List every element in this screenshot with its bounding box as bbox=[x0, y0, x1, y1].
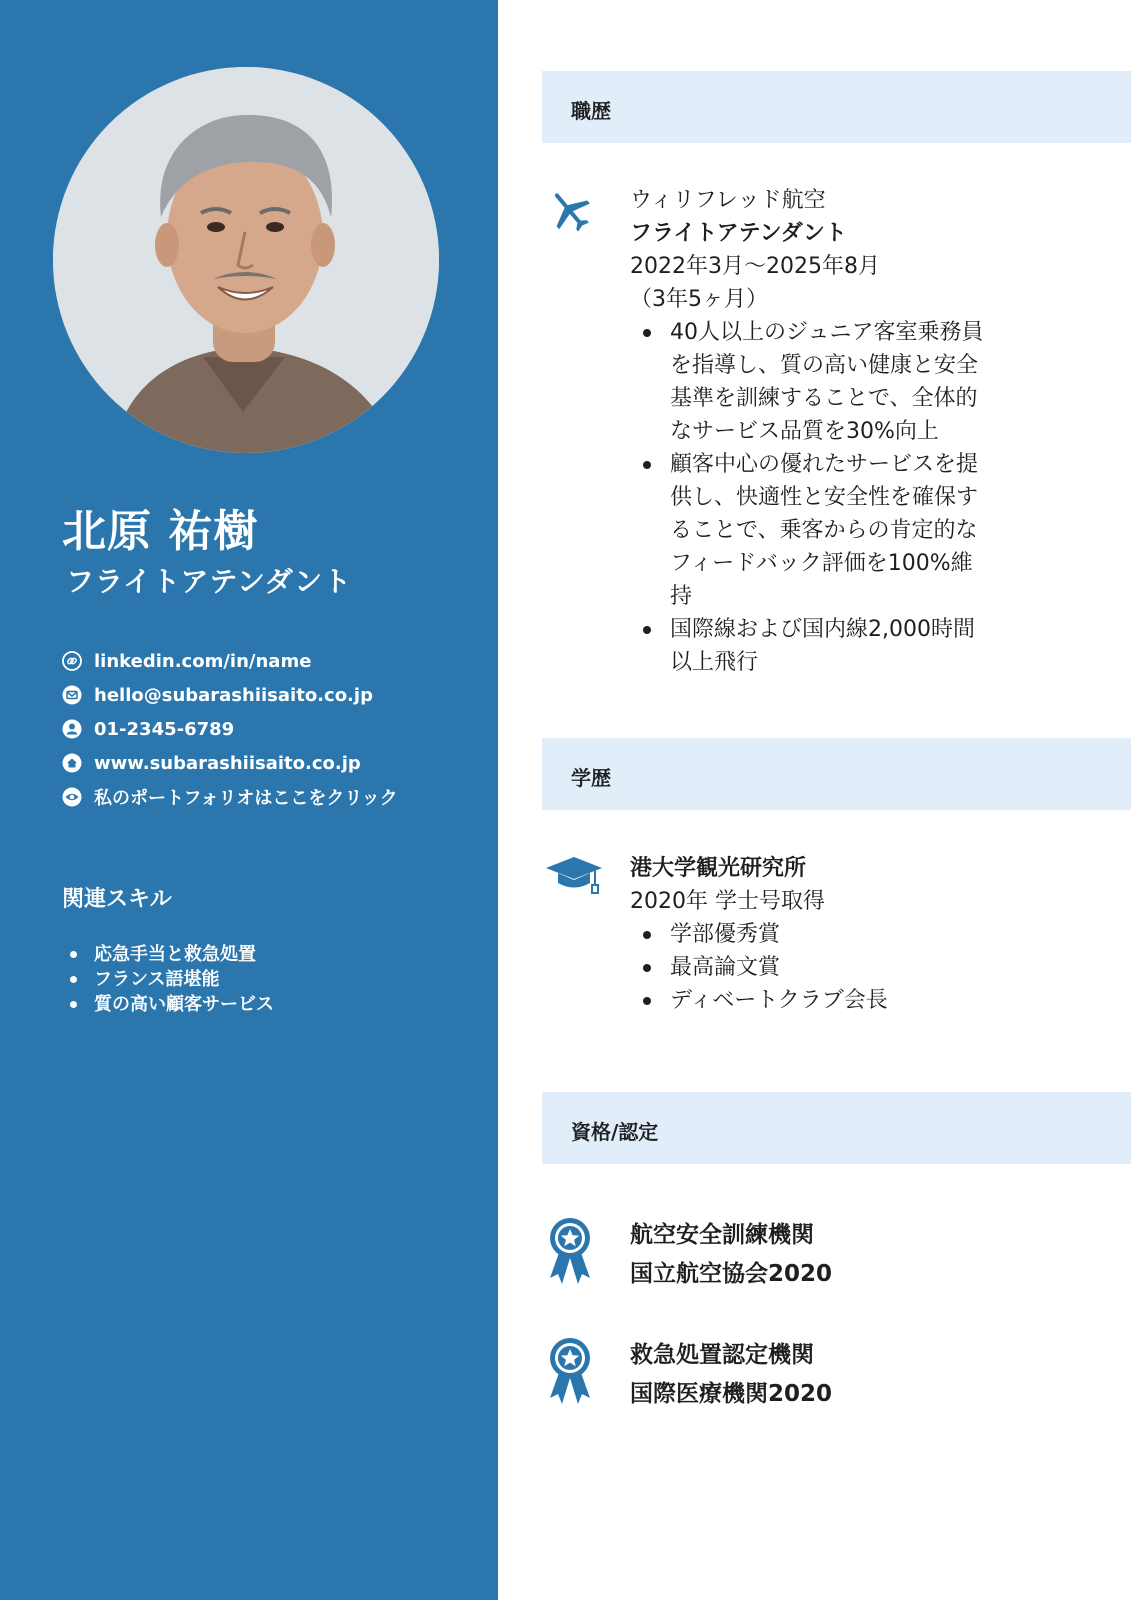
award-badge-icon bbox=[546, 1216, 594, 1286]
contact-list bbox=[62, 644, 398, 814]
work-duration: （3年5ヶ月） bbox=[630, 287, 768, 312]
certification-issuer: 国立航空協会2020 bbox=[630, 1261, 833, 1287]
person-icon bbox=[62, 719, 82, 739]
link-icon bbox=[62, 651, 82, 671]
section-title-education: 学歴 bbox=[571, 766, 611, 790]
sidebar bbox=[0, 0, 498, 1600]
contact-linkedin[interactable] bbox=[62, 644, 398, 678]
work-period: 2022年3月～2025年8月 bbox=[630, 254, 880, 279]
certification-name: 救急処置認定機関 bbox=[630, 1342, 814, 1368]
skill-item: 応急手当と救急処置 bbox=[70, 942, 274, 967]
contact-phone-text: 01-2345-6789 bbox=[94, 718, 235, 740]
certification-item bbox=[630, 1336, 832, 1414]
contact-email-text: hello@subarashiisaito.co.jp bbox=[94, 684, 373, 706]
work-bullet: 国際線および国内線2,000時間 以上飛行 bbox=[630, 613, 984, 679]
contact-phone[interactable] bbox=[62, 712, 398, 746]
skills-list bbox=[70, 942, 274, 1017]
section-header-work bbox=[542, 71, 1131, 143]
contact-website-text: www.subarashiisaito.co.jp bbox=[94, 752, 361, 774]
section-title-certifications: 資格/認定 bbox=[571, 1120, 659, 1144]
contact-linkedin-text: linkedin.com/in/name bbox=[94, 650, 312, 672]
mail-icon bbox=[62, 685, 82, 705]
work-company: ウィリフレッド航空 bbox=[630, 188, 826, 213]
portrait-illustration bbox=[53, 67, 439, 453]
education-bullet: 学部優秀賞 bbox=[630, 918, 888, 951]
education-entry bbox=[630, 852, 888, 1017]
education-school: 港大学観光研究所 bbox=[630, 856, 807, 881]
certification-item bbox=[630, 1216, 832, 1294]
section-title-work: 職歴 bbox=[571, 99, 611, 123]
eye-icon bbox=[62, 787, 82, 807]
contact-portfolio[interactable] bbox=[62, 780, 398, 814]
skill-item: フランス語堪能 bbox=[70, 967, 274, 992]
contact-portfolio-text: 私のポートフォリオはここをクリック bbox=[94, 788, 398, 809]
education-bullet: ディベートクラブ会長 bbox=[630, 984, 888, 1017]
graduation-cap-icon bbox=[545, 855, 603, 897]
work-bullets bbox=[630, 316, 984, 679]
contact-website[interactable] bbox=[62, 746, 398, 780]
skill-item: 質の高い顧客サービス bbox=[70, 992, 274, 1017]
section-header-certifications bbox=[542, 1092, 1131, 1164]
certification-name: 航空安全訓練機関 bbox=[630, 1222, 814, 1248]
contact-email[interactable] bbox=[62, 678, 398, 712]
profile-photo bbox=[53, 67, 439, 453]
work-position: フライトアテンダント bbox=[630, 221, 847, 246]
work-entry bbox=[630, 184, 984, 679]
work-bullet: 顧客中心の優れたサービスを提 供し、快適性と安全性を確保す ることで、乗客からの肯定的な フィードバック評価を100%維 持 bbox=[630, 448, 984, 613]
education-bullets bbox=[630, 918, 888, 1017]
education-degree: 2020年 学士号取得 bbox=[630, 889, 825, 914]
certification-issuer: 国際医療機関2020 bbox=[630, 1381, 833, 1407]
profile-role: フライトアテンダント bbox=[66, 565, 353, 598]
section-header-education bbox=[542, 738, 1131, 810]
work-bullet: 40人以上のジュニア客室乗務員 を指導し、質の高い健康と安全 基準を訓練することで、全体的 なサービス品質を30%向上 bbox=[630, 316, 984, 448]
skills-title: 関連スキル bbox=[62, 887, 172, 912]
education-bullet: 最高論文賞 bbox=[630, 951, 888, 984]
profile-name: 北原 祐樹 bbox=[62, 506, 259, 557]
home-icon bbox=[62, 753, 82, 773]
airplane-icon bbox=[545, 186, 595, 236]
award-badge-icon bbox=[546, 1336, 594, 1406]
